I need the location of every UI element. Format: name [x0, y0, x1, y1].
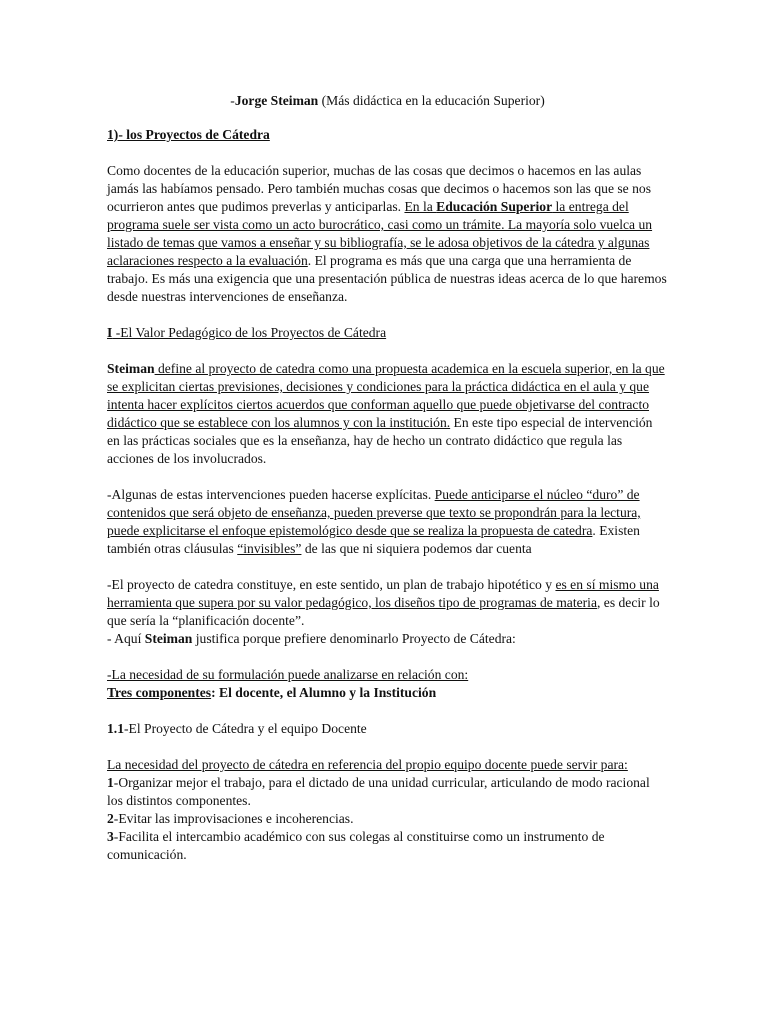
paragraph-4-line-2-a: - Aquí: [107, 631, 145, 646]
section-heading-3: [107, 720, 668, 738]
title-subtitle: (Más didáctica en la educación Superior): [318, 93, 545, 108]
paragraph-4-line-2: [107, 630, 668, 648]
components-list: : El docente, el Alumno y la Institución: [211, 685, 437, 700]
list-item: [107, 828, 668, 864]
paragraph-4-underlined: es en sí mismo una herramienta que supera por su valor pedagógico, los diseños tipo de programas de materia: [107, 577, 659, 610]
paragraph-3-quote: “invisibles”: [237, 541, 302, 556]
list-item-number: 3: [107, 829, 114, 844]
paragraph-1-underlined-a: En la: [404, 199, 437, 214]
paragraph-1-text: Como docentes de la educación superior, muchas de las cosas que decimos o hacemos en las aulas jamás las habíamos pensado. Pero también muchas cosas que decimos o hacemos son las que se nos ocurrieron antes que pudimos preverlas y anticiparlas.: [107, 163, 652, 214]
section-heading-3-number: 1.1: [107, 721, 124, 736]
numbered-list: [107, 774, 668, 864]
document-title: [107, 92, 668, 110]
section-heading-2-text: -El Valor Pedagógico de los Proyectos de Cátedra: [112, 325, 387, 340]
paragraph-5: -La necesidad de su formulación puede analizarse en relación con:: [107, 667, 469, 682]
components-line: [107, 684, 668, 702]
list-item-text: -Facilita el intercambio académico con sus colegas al constituirse como un instrumento de comunicación.: [107, 829, 605, 862]
paragraph-2-author: Steiman: [107, 361, 155, 376]
title-author: Jorge Steiman: [234, 93, 319, 108]
list-item: [107, 774, 668, 810]
paragraph-1-bold: Educación Superior: [436, 199, 553, 214]
list-item-number: 1: [107, 775, 114, 790]
paragraph-3-middle: . Existen también otras cláusulas: [107, 523, 640, 556]
paragraph-1-underlined-b: la entrega del programa suele ser vista como un acto burocrático, casi como un trámite. La mayoría solo vuelca un listado de temas que vamos a enseñar y su bibliografía, se le adosa objetivos de la cátedra y algunas aclaraciones respecto a la evaluación: [107, 199, 653, 268]
paragraph-2-tail: En este tipo especial de intervención en las prácticas sociales que es la enseñanza, hay de hecho un contrato didáctico que regula las acciones de los involucrados.: [107, 415, 653, 466]
list-item: [107, 810, 668, 828]
paragraph-2-underlined: define al proyecto de catedra como una propuesta academica en la escuela superior, en la que se explicitan ciertas previsiones, decisiones y condiciones para la práctica didáctica en el aula y que intenta hacer explícitos ciertos acuerdos que conforman aquello que puede objetivarse del contracto didáctico que se establece con los alumnos y con la institución.: [107, 361, 665, 430]
section-heading-3-text: -El Proyecto de Cátedra y el equipo Docente: [124, 721, 367, 736]
paragraph-4-line-2-c: justifica porque prefiere denominarlo Proyecto de Cátedra:: [192, 631, 516, 646]
section-heading-1: 1)- los Proyectos de Cátedra: [107, 127, 270, 142]
paragraph-3-tail: de las que ni siquiera podemos dar cuenta: [301, 541, 532, 556]
paragraph-1: [107, 162, 668, 306]
list-item-text: -Organizar mejor el trabajo, para el dictado de una unidad curricular, articulando de modo racional los distintos componentes.: [107, 775, 650, 808]
components-label: Tres componentes: [107, 685, 212, 700]
paragraph-3-underlined: Puede anticiparse el núcleo “duro” de contenidos que será objeto de enseñanza, pueden preverse que texto se propondrán para la lectura, puede explicitarse el enfoque epistemológico desde que se realiza la propuesta de catedra: [107, 487, 641, 538]
list-item-text: -Evitar las improvisaciones e incoherencias.: [113, 811, 354, 826]
title-dash: -: [230, 93, 235, 108]
paragraph-4: [107, 576, 668, 630]
paragraph-1-tail: . El programa es más que una carga que una herramienta de trabajo. Es más una exigencia que una presentación pública de nuestras ideas acerca de lo que haremos desde nuestras intervenciones de enseñanza.: [107, 253, 667, 304]
paragraph-3: [107, 486, 668, 558]
paragraph-4-tail: , es decir lo que sería la “planificación docente”.: [107, 595, 660, 628]
paragraph-6: La necesidad del proyecto de cátedra en referencia del propio equipo docente puede servir para:: [107, 757, 628, 772]
paragraph-4-line-2-author: Steiman: [144, 631, 193, 646]
paragraph-4-text: -El proyecto de catedra constituye, en este sentido, un plan de trabajo hipotético y: [107, 577, 556, 592]
section-heading-2-numeral: I: [107, 325, 113, 340]
paragraph-2: [107, 360, 668, 468]
paragraph-3-text: -Algunas de estas intervenciones pueden hacerse explícitas.: [107, 487, 435, 502]
list-item-number: 2: [107, 811, 114, 826]
section-heading-2: [107, 324, 668, 342]
